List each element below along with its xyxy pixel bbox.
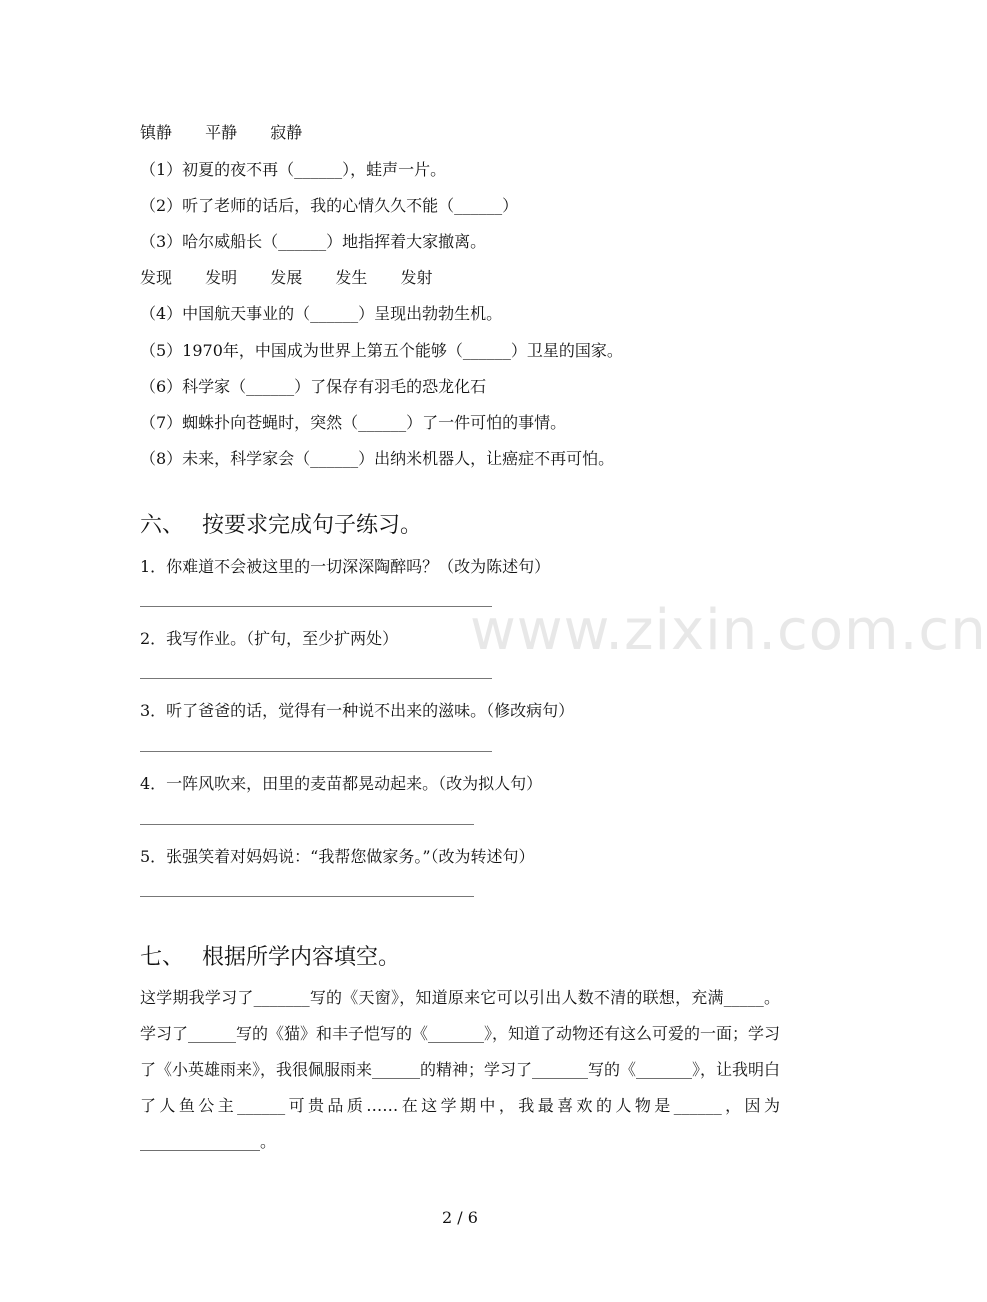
word-option: 发生 xyxy=(335,268,368,287)
fill-item-6: （6）科学家（______）了保存有羽毛的恐龙化石 xyxy=(140,377,487,396)
answer-line xyxy=(140,751,492,752)
section-number: 七、 xyxy=(140,945,185,970)
word-option: 镇静 xyxy=(140,123,173,142)
section-title: 根据所学内容填空。 xyxy=(202,945,401,970)
answer-line xyxy=(140,678,492,679)
exercise-5: 5．张强笑着对妈妈说：“我帮您做家务。”（改为转述句） xyxy=(140,847,535,866)
answer-line xyxy=(140,896,474,897)
section-7-heading xyxy=(140,940,400,971)
word-option: 发射 xyxy=(400,268,433,287)
fill-item-4: （4）中国航天事业的（______）呈现出勃勃生机。 xyxy=(140,304,503,323)
section-number: 六、 xyxy=(140,513,185,538)
fill-paragraph: 这学期我学习了_______写的《天窗》，知道原来它可以引出人数不清的联想，充满_____。学习了______写的《猫》和丰子恺写的《_______》，知道了动物还有这么可爱的一面；学习了《小英雄雨来》，我很佩服雨来______的精神；学习了_______写的《_______》，让我明白了人鱼公主______可贵品质……在这学期中，我最喜欢的人物是______，因为_______________。 xyxy=(140,988,781,1151)
fill-item-5: （5）1970年，中国成为世界上第五个能够（______）卫星的国家。 xyxy=(140,341,623,360)
fill-item-1: （1）初夏的夜不再（______），蛙声一片。 xyxy=(140,160,447,179)
word-group-1 xyxy=(140,120,330,143)
page-number: 2 / 6 xyxy=(442,1208,478,1227)
fill-item-2: （2）听了老师的话后，我的心情久久不能（______） xyxy=(140,196,519,215)
word-option: 发现 xyxy=(140,268,173,287)
watermark: www.zixin.com.cn xyxy=(470,598,987,663)
fill-item-3: （3）哈尔威船长（______）地指挥着大家撤离。 xyxy=(140,232,487,251)
word-option: 发明 xyxy=(205,268,238,287)
answer-line xyxy=(140,824,474,825)
section-6-heading xyxy=(140,508,422,539)
exercise-1: 1．你难道不会被这里的一切深深陶醉吗？（改为陈述句） xyxy=(140,557,551,576)
fill-item-7: （7）蜘蛛扑向苍蝇时，突然（______）了一件可怕的事情。 xyxy=(140,413,567,432)
word-option: 平静 xyxy=(205,123,238,142)
section-title: 按要求完成句子练习。 xyxy=(202,513,423,538)
exercise-3: 3．听了爸爸的话，觉得有一种说不出来的滋味。（修改病句） xyxy=(140,701,575,720)
word-group-2 xyxy=(140,265,460,288)
answer-line xyxy=(140,606,492,607)
exercise-2: 2．我写作业。（扩句，至少扩两处） xyxy=(140,629,399,648)
fill-item-8: （8）未来，科学家会（______）出纳米机器人，让癌症不再可怕。 xyxy=(140,449,615,468)
exercise-4: 4．一阵风吹来，田里的麦苗都晃动起来。（改为拟人句） xyxy=(140,774,543,793)
word-option: 寂静 xyxy=(270,123,303,142)
word-option: 发展 xyxy=(270,268,303,287)
